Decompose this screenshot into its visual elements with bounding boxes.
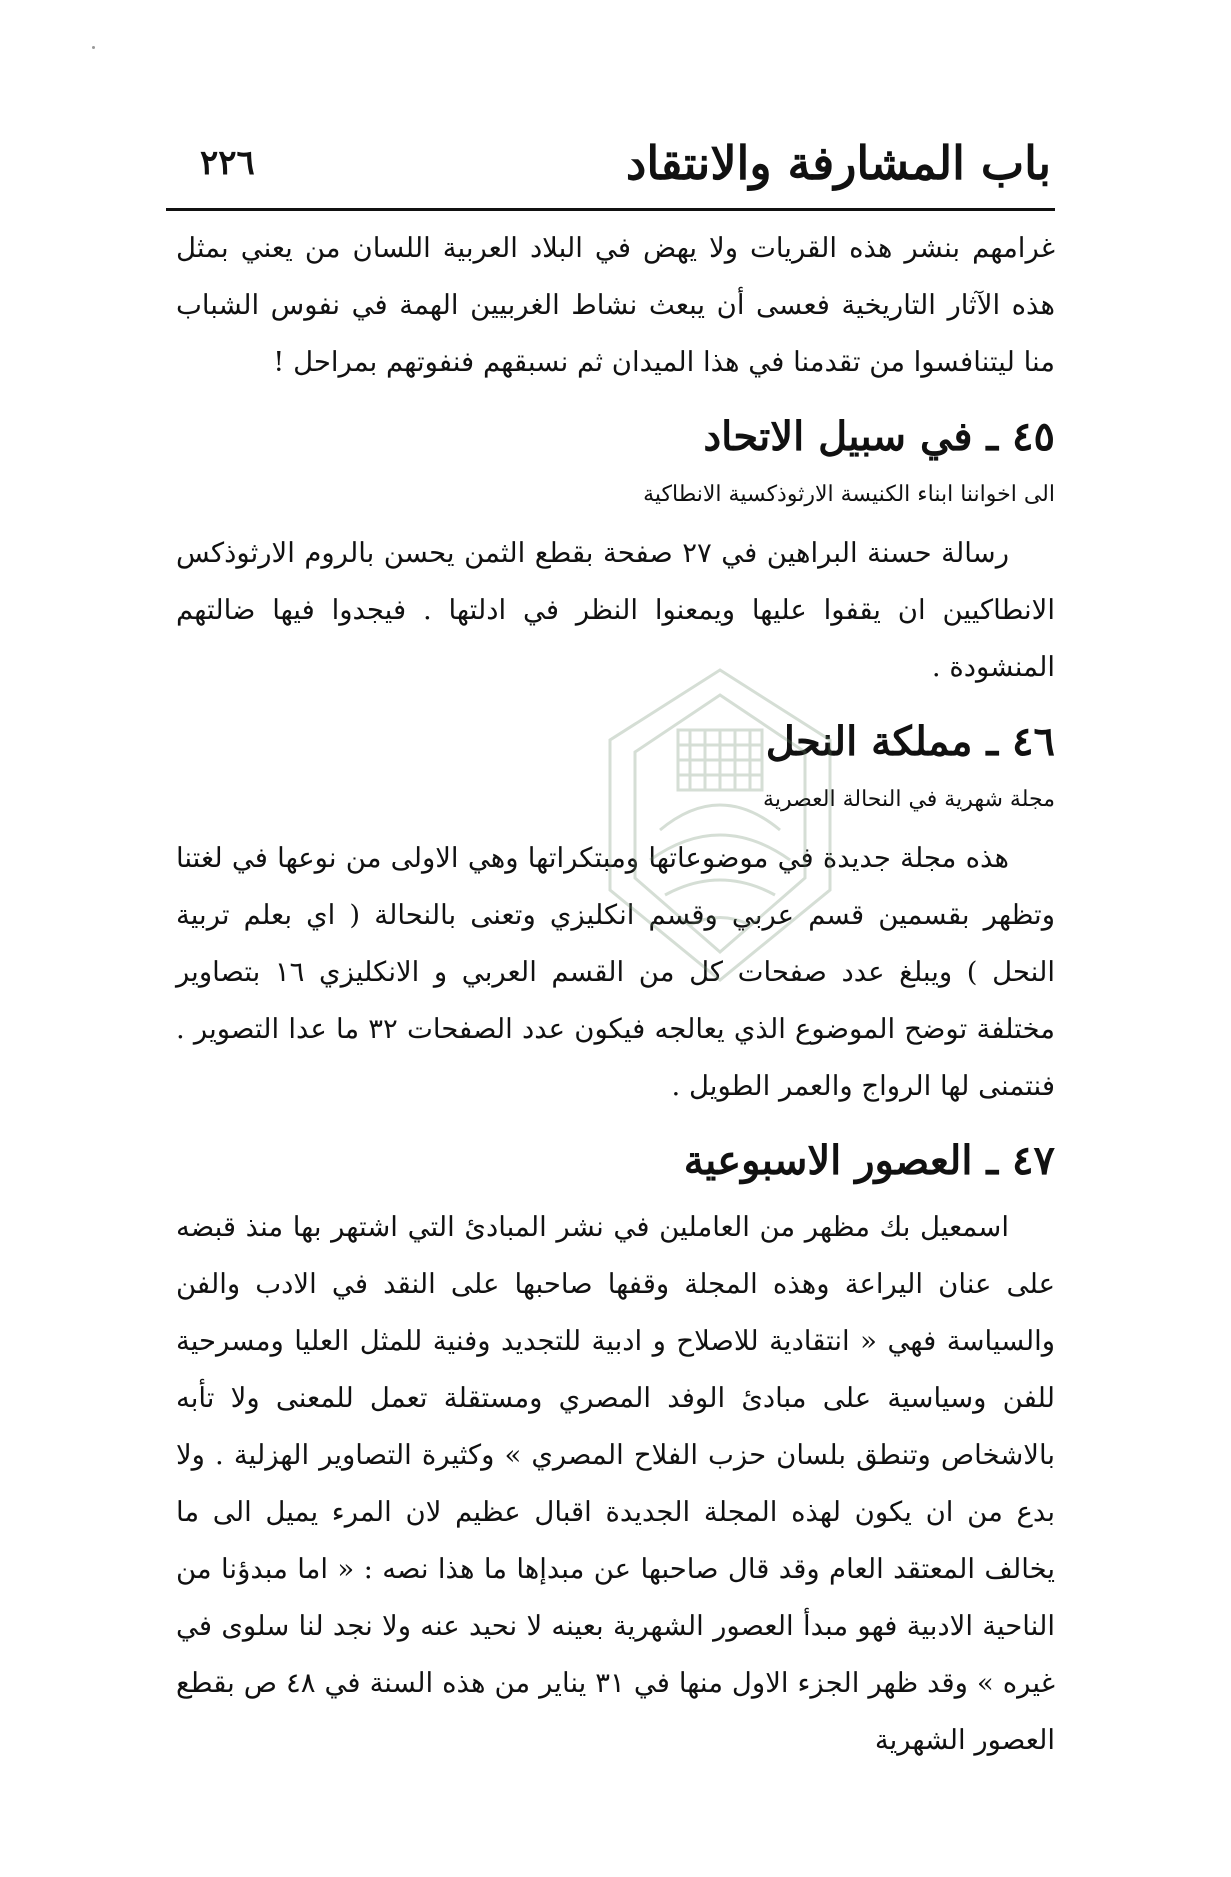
header-rule (166, 208, 1055, 211)
running-title: باب المشارفة والانتقاد (625, 136, 1051, 190)
scan-speck (92, 46, 95, 49)
section-47 (176, 1133, 1055, 1769)
section-46 (176, 714, 1055, 1115)
page-body (176, 220, 1055, 1769)
section-heading: ٤٥ ـ في سبيل الاتحاد (703, 413, 1055, 460)
intro-paragraph: غرامهم بنشر هذه القريات ولا يهض في البلاد العربية اللسان من يعني بمثل هذه الآثار التاريخية فعسى أن يبعث نشاط الغربيين الهمة في نفوس الشباب منا ليتنافسوا من تقدمنا في هذا الميدان ثم نسبقهم فنفوتهم بمراحل ! (176, 232, 1055, 378)
section-subheading: مجلة شهرية في النحالة العصرية (763, 787, 1055, 812)
section-subheading: الى اخواننا ابناء الكنيسة الارثوذكسية الانطاكية (643, 482, 1055, 507)
page-number: ٢٢٦ (200, 143, 255, 183)
section-heading: ٤٧ ـ العصور الاسبوعية (683, 1137, 1055, 1184)
section-heading: ٤٦ ـ مملكة النحل (765, 718, 1055, 765)
page-header (200, 128, 1051, 198)
section-paragraph: هذه مجلة جديدة في موضوعاتها ومبتكراتها وهي الاولى من نوعها في لغتنا وتظهر بقسمين قسم عربي وقسم انكليزي وتعنى بالنحالة ( اي بعلم تربية النحل ) ويبلغ عدد صفحات كل من القسم العربي و الانكليزي ١٦ بتصاوير مختلفة توضح الموضوع الذي يعالجه فيكون عدد الصفحات ٣٢ ما عدا التصوير . فنتمنى لها الرواج والعمر الطويل . (176, 842, 1055, 1102)
section-paragraph: رسالة حسنة البراهين في ٢٧ صفحة بقطع الثمن يحسن بالروم الارثوذكس الانطاكيين ان يقفوا عليها ويمعنوا النظر في ادلتها . فيجدوا فيها ضالتهم المنشودة . (176, 537, 1055, 683)
section-paragraph: اسمعيل بك مظهر من العاملين في نشر المبادئ التي اشتهر بها منذ قبضه على عنان اليراعة وهذه المجلة وقفها صاحبها على النقد في الادب والفن والسياسة فهي « انتقادية للاصلاح و ادبية للتجديد وفنية للمثل العليا ومسرحية للفن وسياسية على مبادئ الوفد المصري ومستقلة تعمل للمعنى ولا تأبه بالاشخاص وتنطق بلسان حزب الفلاح المصري » وكثيرة التصاوير الهزلية . ولا بدع من ان يكون لهذه المجلة الجديدة اقبال عظيم لان المرء يميل الى ما يخالف المعتقد العام وقد قال صاحبها عن مبدإها ما هذا نصه : « اما مبدؤنا من الناحية الادبية فهو مبدأ العصور الشهرية بعينه لا نحيد عنه ولا نجد لنا سلوى في غيره » وقد ظهر الجزء الاول منها في ٣١ يناير من هذه السنة في ٤٨ ص بقطع العصور الشهرية (176, 1211, 1055, 1756)
section-45 (176, 409, 1055, 696)
